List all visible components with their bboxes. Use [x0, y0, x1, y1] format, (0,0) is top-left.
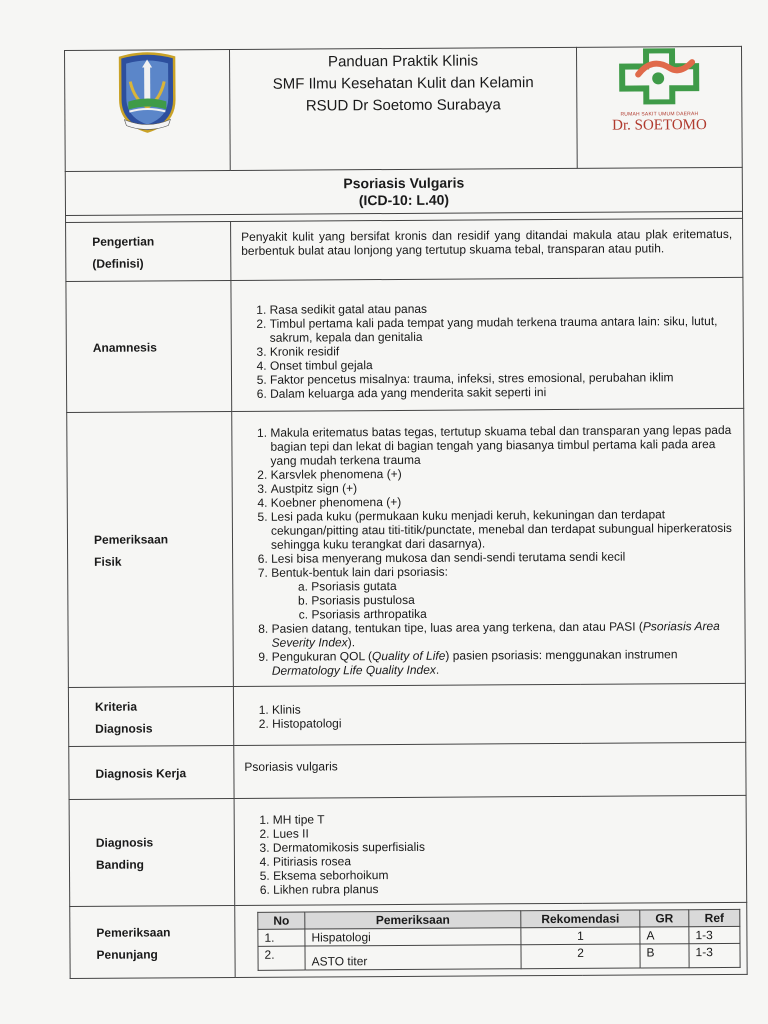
list-item: 4. Onset timbul gejala [270, 356, 733, 373]
col-pemeriksaan: Pemeriksaan [305, 911, 521, 929]
cell-no: 2. [258, 946, 305, 970]
label-banding-line2: Banding [95, 857, 145, 872]
label-diagnosis-banding [69, 798, 235, 906]
list-item: 3. Austpitz sign (+) [271, 479, 734, 496]
label-diagnosis-kerja: Diagnosis Kerja [69, 745, 234, 799]
department-name: SMF Ilmu Kesehatan Kulit dan Kelamin [272, 74, 534, 93]
pasi-text: Pasien datang, tentukan tipe, luas area yang terkena, dan atau PASI ( [271, 619, 643, 636]
psoriasis-forms-list [271, 577, 734, 622]
list-item: 5. Eksema seborhoikum [273, 866, 736, 883]
hospital-title: RSUD Dr Soetomo Surabaya [305, 96, 501, 115]
list-item [271, 619, 734, 650]
east-java-emblem-icon [116, 51, 178, 133]
label-kriteria-line2: Diagnosis [95, 721, 153, 736]
label-fisik-line1: Pemeriksaan [93, 532, 169, 547]
list-item: 2. Karsvlek phenomena (+) [271, 465, 734, 482]
list-item: 1. Makula eritematus batas tegas, tertutup skuama tebal dan transparan yang lepas pada bagian tepi dan lekat di bagian tengah yang biasanya timbul pertama kali pada area yang mudah terkena trauma [270, 423, 733, 468]
col-rekomendasi: Rekomendasi [521, 910, 640, 928]
label-pengertian-line2: (Definisi) [92, 256, 144, 271]
label-penunjang-line1: Pemeriksaan [96, 924, 171, 940]
working-diagnosis-text: Psoriasis vulgaris [244, 759, 338, 774]
list-item: 6. Lesi bisa menyerang mukosa dan sendi-sendi terutama sendi kecil [271, 549, 734, 566]
label-kriteria-diagnosis [68, 686, 233, 746]
list-item: 4. Koebner phenomena (+) [271, 493, 734, 510]
definition-text: Penyakit kulit yang bersifat kronis dan residif yang ditandai makula atau plak eritematus, berbentuk bulat atau lonjong yang tertutup skuama tebal, transparan atau putih. [241, 226, 733, 258]
qol-text-end: . [435, 662, 440, 677]
cell-no: 1. [258, 929, 305, 946]
list-item: 3. Dermatomikosis superfisialis [273, 838, 736, 855]
row-pemeriksaan-penunjang [70, 902, 747, 978]
pasi-text-end: ). [347, 635, 356, 650]
content-anamnesis [231, 277, 744, 411]
differential-list [245, 810, 737, 897]
label-penunjang-line2: Penunjang [96, 946, 158, 962]
sub-list-item: a. Psoriasis gutata [311, 577, 734, 594]
list-item: 2. Lues II [273, 824, 736, 841]
label-pemeriksaan-penunjang [70, 905, 235, 978]
row-kriteria-diagnosis [68, 683, 745, 746]
cell-pemeriksaan: ASTO titer [305, 945, 521, 970]
label-pengertian-line1: Pengertian [92, 234, 155, 249]
row-diagnosis-kerja [69, 742, 746, 799]
header-row [65, 46, 743, 171]
sub-list-item: b. Psoriasis pustulosa [311, 591, 734, 608]
label-pemeriksaan-fisik [67, 411, 234, 687]
cell-ref: 1-3 [689, 926, 740, 943]
disease-title-row [65, 167, 742, 215]
list-item: 2. Timbul pertama kali pada tempat yang mudah terkena trauma antara lain: siku, lutut, sakrum, kepala dan genitalia [270, 314, 733, 345]
anamnesis-list [242, 300, 734, 401]
content-pemeriksaan-penunjang [235, 902, 747, 977]
list-item: 6. Likhen rubra planus [273, 880, 736, 897]
qol-text: Pengukuran QOL ( [271, 649, 373, 664]
hospital-type-label: RUMAH SAKIT UMUM DAERAH [620, 111, 699, 118]
hospital-logo-cell [576, 46, 742, 168]
guideline-title: Panduan Praktik Klinis [327, 52, 479, 71]
list-item [272, 647, 735, 678]
col-no: No [258, 912, 305, 929]
list-item: 5. Faktor pencetus misalnya: trauma, infeksi, stres emosional, perubahan iklim [270, 370, 733, 387]
label-anamnesis: Anamnesis [66, 280, 232, 412]
hospital-name: Dr. SOETOMO [612, 117, 707, 134]
sub-list-item: c. Psoriasis arthropatika [311, 605, 734, 622]
row-pemeriksaan-fisik [67, 408, 746, 687]
list-item: 5. Lesi pada kuku (permukaan kuku menjadi keruh, kekuningan dan terdapat cekungan/pitting atau titi-titik/punctate, menebal dan terdapat subungual hiperkeratosis sehingga kuku terangkat dari dasarnya). [271, 507, 734, 552]
dlqi-italic: Dermatology Life Quality Index [271, 662, 436, 678]
content-pemeriksaan-fisik [232, 408, 746, 686]
list-item: 1. MH tipe T [273, 810, 736, 827]
label-fisik-line2: Fisik [94, 554, 122, 569]
list-item: 2. Histopatologi [272, 714, 735, 731]
list-item: 3. Kronik residif [270, 342, 733, 359]
cell-gr: A [640, 927, 689, 944]
list-item [271, 563, 734, 622]
clinical-guideline-table [64, 46, 748, 979]
label-banding-line1: Diagnosis [95, 835, 154, 850]
cell-pemeriksaan: Hispatologi [305, 928, 521, 946]
hospital-cross-logo-icon [618, 48, 700, 104]
physical-exam-list [242, 423, 735, 678]
document-sheet [64, 46, 748, 979]
guideline-title-cell [229, 47, 577, 170]
qol-text-mid: ) pasien psoriasis: menggunakan instrumen [445, 647, 678, 663]
label-pengertian [66, 221, 231, 281]
row-anamnesis [66, 277, 744, 412]
icd-code: (ICD-10: L.40) [358, 191, 450, 209]
content-diagnosis-kerja [234, 742, 746, 798]
disease-name: Psoriasis Vulgaris [343, 174, 465, 192]
cell-ref: 1-3 [689, 943, 740, 967]
list-item: 1. Klinis [272, 700, 735, 717]
list-item-text: Bentuk-bentuk lain dari psoriasis: [271, 564, 449, 580]
province-emblem-cell [65, 49, 231, 171]
row-diagnosis-banding [69, 795, 747, 906]
cell-rekomendasi: 1 [521, 927, 640, 945]
label-kriteria-line1: Kriteria [94, 699, 138, 714]
content-pengertian [231, 218, 743, 280]
qol-italic: Quality of Life [371, 648, 446, 664]
list-item: 1. Rasa sedikit gatal atau panas [270, 300, 733, 317]
supporting-exam-table [257, 909, 740, 971]
disease-title-cell [65, 167, 742, 215]
col-gr: GR [640, 910, 689, 927]
table-row [258, 943, 740, 970]
list-item: 6. Dalam keluarga ada yang menderita sakit seperti ini [270, 384, 733, 401]
cell-gr: B [640, 944, 689, 968]
content-diagnosis-banding [234, 795, 747, 905]
col-ref: Ref [689, 909, 740, 926]
cell-rekomendasi: 2 [521, 944, 640, 969]
content-kriteria-diagnosis [233, 683, 745, 745]
list-item: 4. Pitiriasis rosea [273, 852, 736, 869]
criteria-list [244, 700, 735, 731]
pasi-italic: Psoriasis Area Severity Index [271, 619, 720, 650]
row-pengertian [66, 218, 743, 281]
